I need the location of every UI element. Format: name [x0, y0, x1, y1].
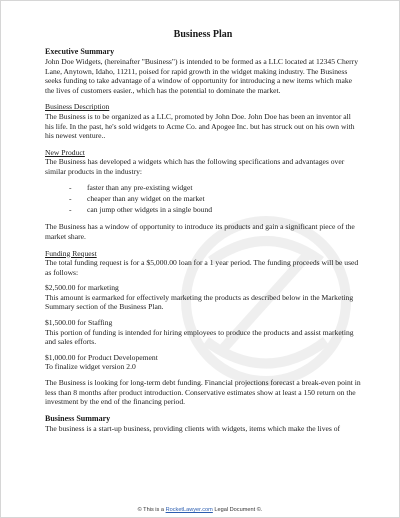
bullet-symbol: - — [69, 204, 72, 214]
bullet-text: faster than any pre-existing widget — [87, 182, 193, 192]
funding-item-amount: $2,500.00 for marketing — [45, 283, 119, 293]
funding-request-closing: The Business is looking for long-term debt funding. Financial projections forecast a break-even point in less than 8 months after product introduction. Conservative estimates show at least a 150 return on the investment by the end of the financing period. — [45, 378, 361, 407]
funding-item-description: This portion of funding is intended for hiring employees to produce the products and assist marketing and sales efforts. — [45, 327, 354, 347]
new-product-outro: The Business has a window of opportunity to introduce its products and gain a significant piece of the market share. — [45, 222, 355, 241]
funding-request-text: The total funding request is for a $5,000.00 loan for a 1 year period. The funding proceeds will be used as follows: — [45, 258, 359, 277]
funding-request-section — [45, 249, 361, 407]
document-content — [45, 29, 361, 440]
funding-request-heading: Funding Request — [45, 248, 97, 258]
list-item — [69, 183, 361, 193]
bullet-text: cheaper than any widget on the market — [87, 193, 205, 203]
document-title: Business Plan — [173, 29, 233, 40]
document-footer — [1, 507, 399, 514]
new-product-heading: New Product — [45, 147, 85, 157]
funding-item-description: To finalize widget version 2.0 — [45, 362, 136, 372]
funding-item-amount: $1,500.00 for Staffing — [45, 318, 113, 328]
business-summary-text: The business is a start-up business, providing clients with widgets, items which make the lives of — [45, 423, 341, 433]
funding-item-description: This amount is earmarked for effectively marketing the products as described below in the Marketing Summary section of the Business Plan. — [45, 292, 354, 312]
business-summary-section — [45, 414, 361, 434]
funding-item — [45, 353, 361, 372]
business-summary-heading: Business Summary — [45, 413, 111, 423]
new-product-bullet-list — [69, 183, 361, 215]
executive-summary-text: John Doe Widgets, (hereinafter "Business") is intended to be formed as a LLC located at 12345 Cherry Lane, Anytown, Idaho, 11211, poised for rapid growth in the widget making industry. The Business seeks funding to take advantage of a window of opportunity for introducing a new items which make the lives of customers easier., which has the potential to dominate the market. — [45, 57, 359, 95]
business-description-heading: Business Description — [45, 102, 110, 112]
funding-item-amount: $1,000.00 for Product Developement — [45, 352, 158, 362]
bullet-symbol: - — [69, 182, 72, 192]
new-product-intro: The Business has developed a widgets which has the following specifications and advantages over similar products in the industry: — [45, 157, 345, 176]
executive-summary-section — [45, 47, 361, 95]
footer-link[interactable]: RocketLawyer.com — [165, 507, 213, 513]
list-item — [69, 205, 361, 215]
list-item — [69, 194, 361, 204]
executive-summary-heading: Executive Summary — [45, 47, 115, 56]
funding-item — [45, 318, 361, 347]
footer-prefix: © This is a — [137, 507, 165, 513]
bullet-text: can jump other widgets in a single bound — [87, 204, 213, 214]
footer-suffix: Legal Document ©. — [214, 507, 263, 513]
funding-item — [45, 283, 361, 312]
new-product-section — [45, 148, 361, 242]
bullet-symbol: - — [69, 193, 72, 203]
business-description-text: The Business is to be organized as a LLC, promoted by John Doe. John Doe has been an inventor all his life. In the past, he's sold widgets to Acme Co. and Apogee Inc. but has struck out on his own with his newest venture.. — [45, 111, 355, 141]
business-description-section — [45, 102, 361, 140]
